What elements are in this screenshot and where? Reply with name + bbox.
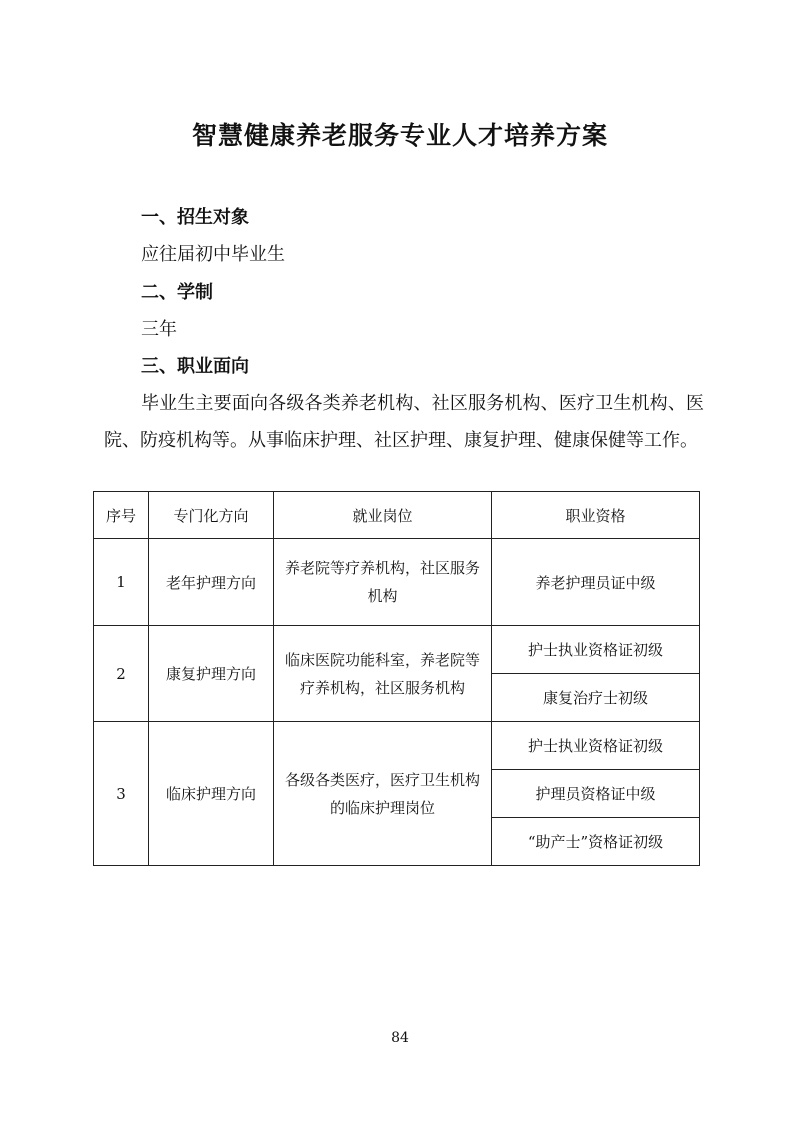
row-no: 2 xyxy=(94,626,149,722)
row-qual: “助产士”资格证初级 xyxy=(492,818,700,866)
table-row xyxy=(94,539,700,626)
section-body-enrollment: 应往届初中毕业生 xyxy=(141,244,285,265)
career-table xyxy=(93,491,700,866)
row-qual: 护士执业资格证初级 xyxy=(492,722,700,770)
row-direction: 康复护理方向 xyxy=(149,626,274,722)
header-quals: 职业资格 xyxy=(492,492,700,539)
row-posts: 养老院等疗养机构，社区服务机构 xyxy=(274,539,492,626)
table-header-row xyxy=(94,492,700,539)
section-heading-career: 三、职业面向 xyxy=(141,356,249,377)
document-title: 智慧健康养老服务专业人才培养方案 xyxy=(191,121,608,150)
row-qual: 护士执业资格证初级 xyxy=(492,626,700,674)
section-heading-enrollment: 一、招生对象 xyxy=(141,207,249,228)
row-direction: 临床护理方向 xyxy=(149,722,274,866)
page-number: 84 xyxy=(391,1030,409,1046)
table-row xyxy=(94,626,700,674)
row-qual: 护理员资格证中级 xyxy=(492,770,700,818)
row-posts: 各级各类医疗，医疗卫生机构的临床护理岗位 xyxy=(274,722,492,866)
header-posts: 就业岗位 xyxy=(274,492,492,539)
section-heading-duration: 二、学制 xyxy=(141,282,213,303)
row-no: 1 xyxy=(94,539,149,626)
row-direction: 老年护理方向 xyxy=(149,539,274,626)
table-row xyxy=(94,722,700,770)
row-no: 3 xyxy=(94,722,149,866)
header-no: 序号 xyxy=(94,492,149,539)
section-body-duration: 三年 xyxy=(141,319,177,340)
section-body-career: 毕业生主要面向各级各类养老机构、社区服务机构、医疗卫生机构、医院、防疫机构等。从事临床护理、社区护理、康复护理、健康保健等工作。 xyxy=(104,393,704,451)
row-qual: 康复治疗士初级 xyxy=(492,674,700,722)
header-direction: 专门化方向 xyxy=(149,492,274,539)
row-qual: 养老护理员证中级 xyxy=(492,539,700,626)
row-posts: 临床医院功能科室，养老院等疗养机构，社区服务机构 xyxy=(274,626,492,722)
